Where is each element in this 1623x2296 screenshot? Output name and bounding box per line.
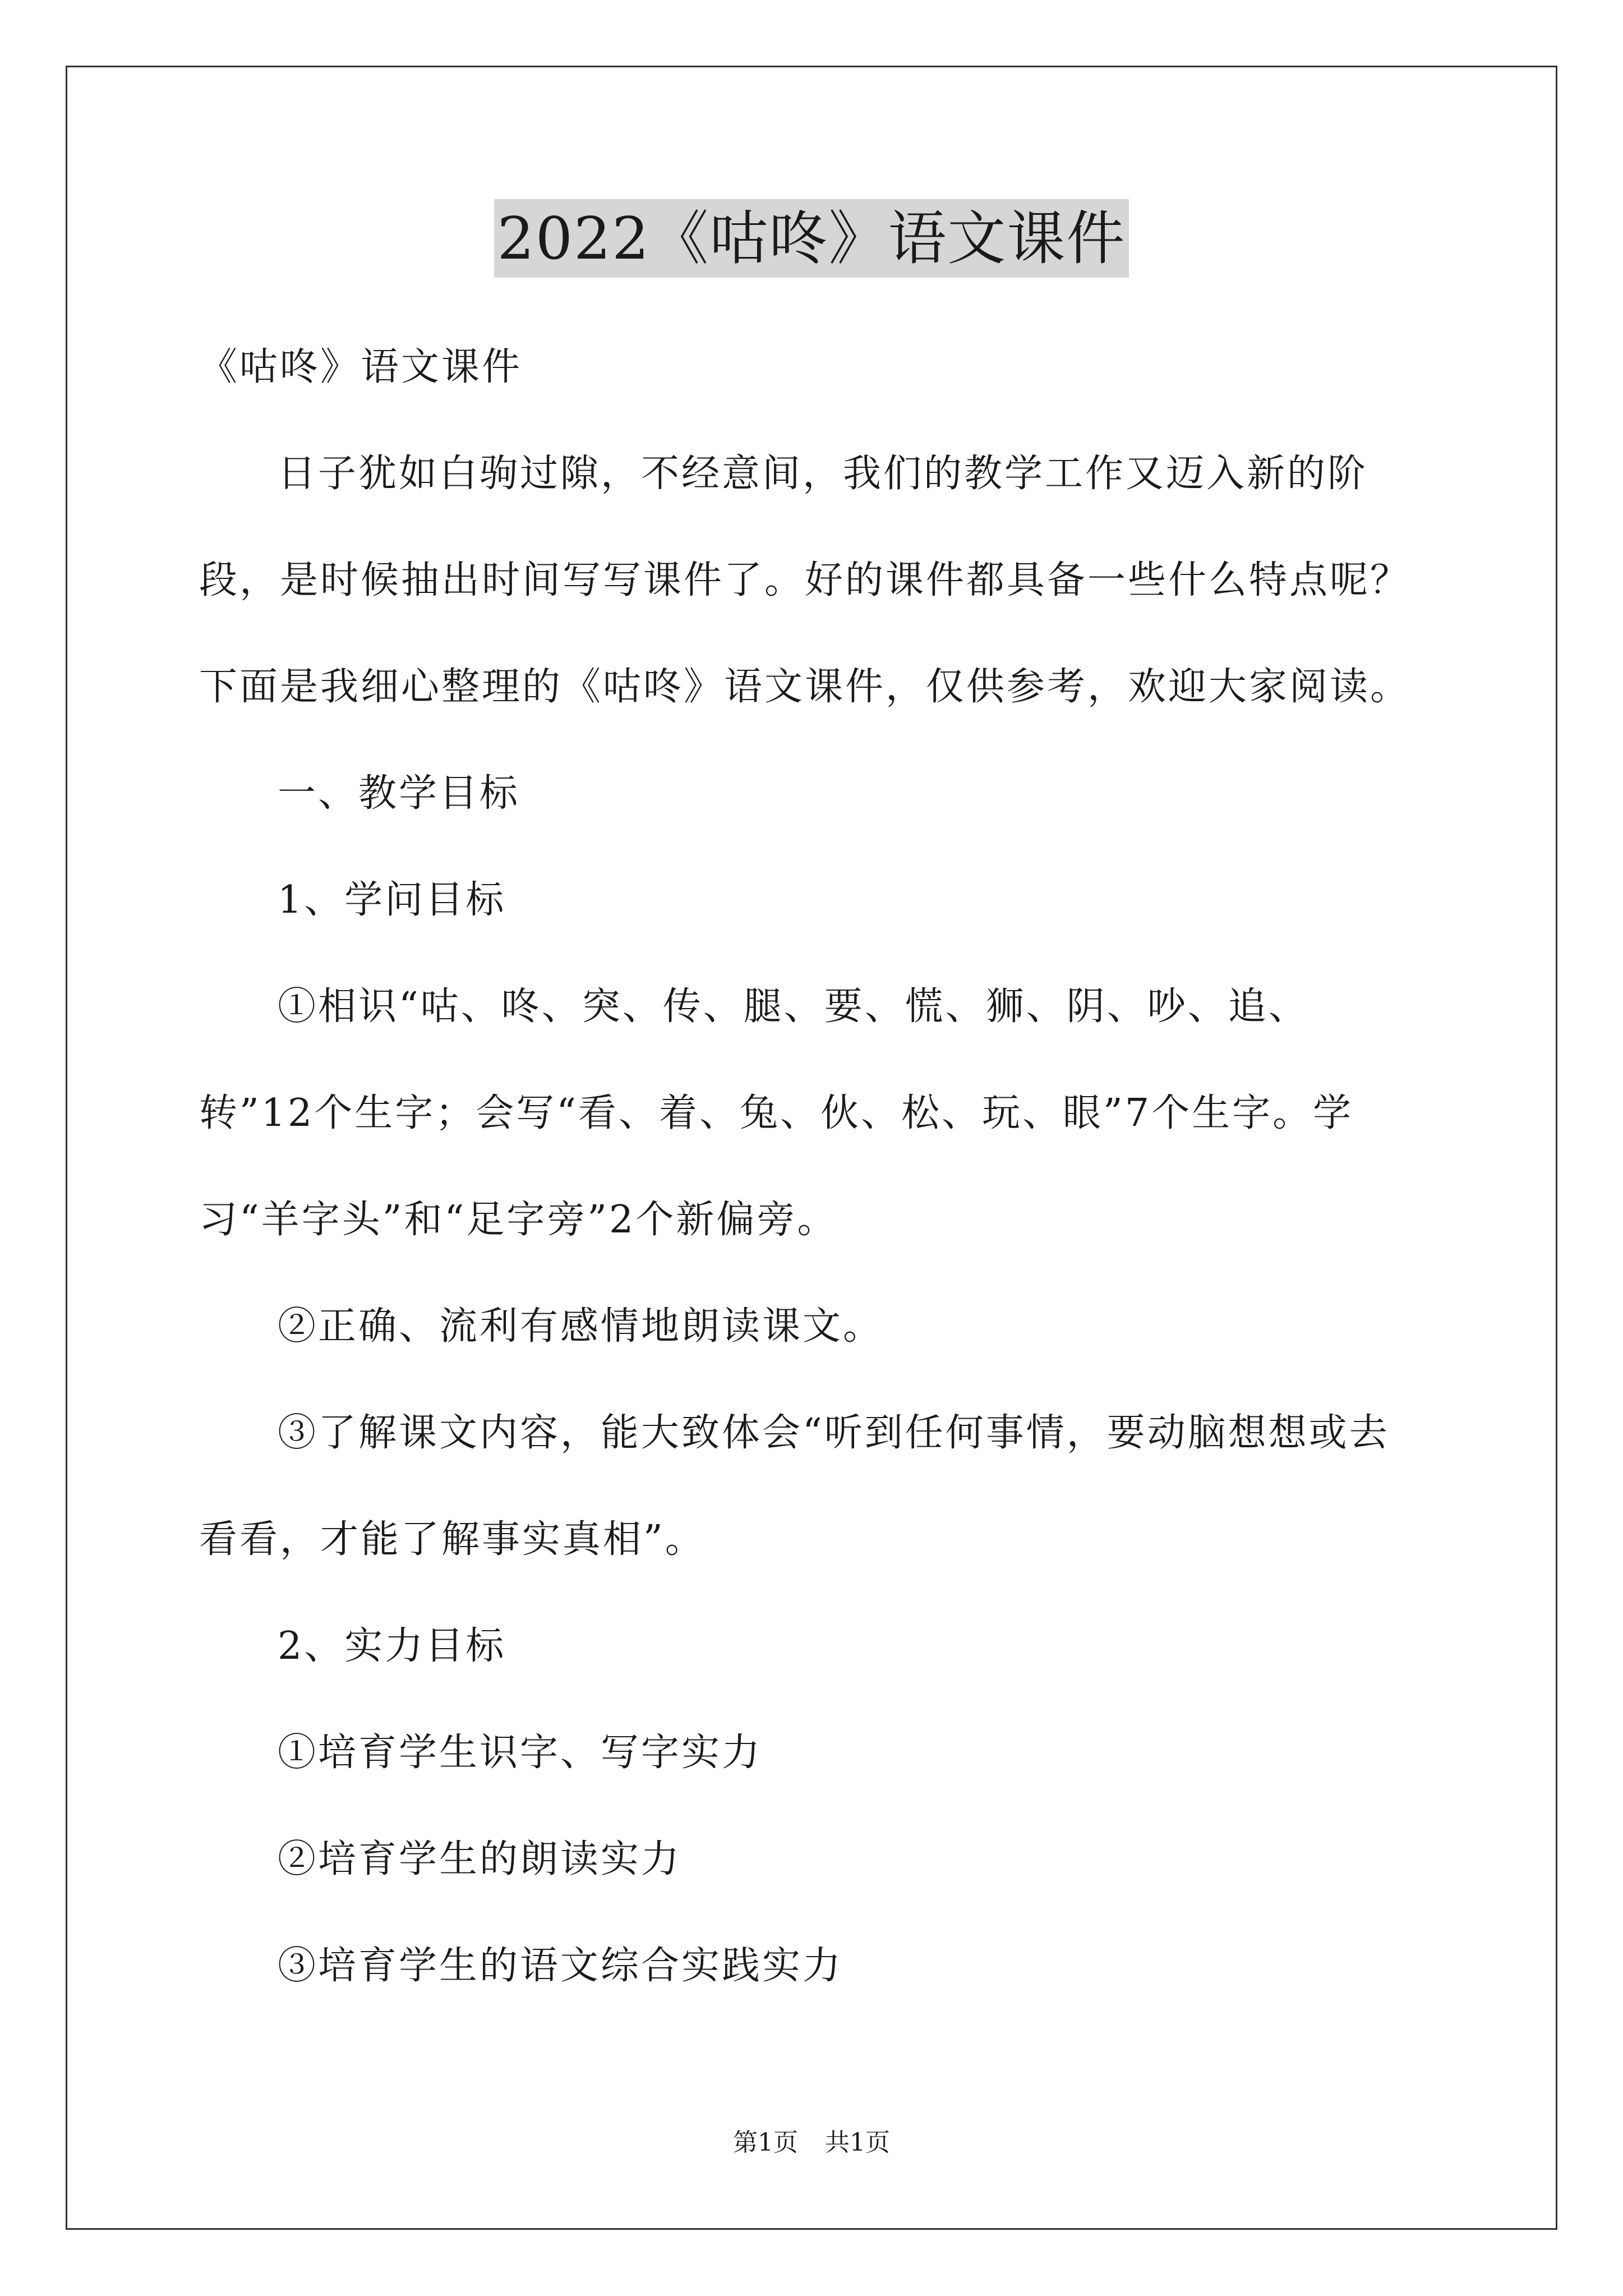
document-subtitle: 《咕咚》语文课件 xyxy=(199,345,523,389)
knowledge-item-1: ①相识“咕、咚、突、传、腿、要、慌、狮、阴、吵、追、转”12个生字；会写“看、着、兔、伙、松、玩、眼”7个生字。学习“羊字头”和“足字旁”2个新偏旁。 xyxy=(199,984,1354,1242)
document-title: 2022《咕咚》语文课件 xyxy=(494,199,1129,278)
section-heading-objectives: 一、教学目标 xyxy=(278,771,520,816)
ability-item-1: ①培育学生识字、写字实力 xyxy=(278,1731,763,1775)
document-body xyxy=(199,314,1422,2019)
intro-paragraph: 日子犹如白驹过隙，不经意间，我们的教学工作又迈入新的阶段，是时候抽出时间写写课件了。好的课件都具备一些什么特点呢？下面是我细心整理的《咕咚》语文课件，仅供参考，欢迎大家阅读。 xyxy=(199,452,1411,709)
title-container xyxy=(0,199,1623,278)
ability-item-2: ②培育学生的朗读实力 xyxy=(278,1837,682,1881)
ability-item-3: ③培育学生的语文综合实践实力 xyxy=(278,1944,843,1988)
page-footer xyxy=(0,2126,1623,2160)
knowledge-item-3: ③了解课文内容，能大致体会“听到任何事情，要动脑想想或去看看，才能了解事实真相”。 xyxy=(199,1411,1390,1562)
subsection-heading-knowledge: 1、学问目标 xyxy=(278,878,506,922)
subsection-heading-ability: 2、实力目标 xyxy=(278,1624,506,1668)
knowledge-item-2: ②正确、流利有感情地朗读课文。 xyxy=(278,1304,884,1349)
page-number-current: 第1页 xyxy=(733,2128,798,2157)
page-number-total: 共1页 xyxy=(825,2128,890,2157)
